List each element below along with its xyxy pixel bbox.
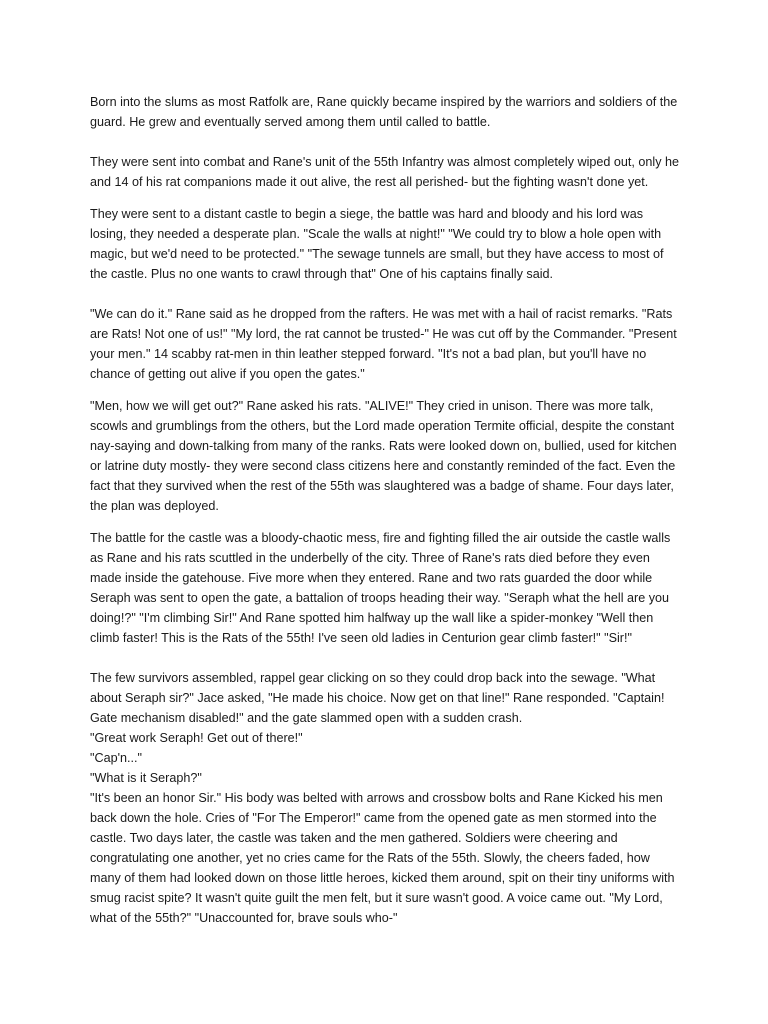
- document-page: [90, 92, 680, 928]
- paragraph-operation-termite: "Men, how we will get out?" Rane asked his rats. "ALIVE!" They cried in unison. There was more talk, scowls and grumblings from the others, but the Lord made operation Termite official, despite the constant nay-saying and down-talking from many of the ranks. Rats were looked down on, bullied, used for kitchen or latrine duty mostly- they were second class citizens here and constantly reminded of the fact. Even the fact that they survived when the rest of the 55th was slaughtered was a badge of shame. Four days later, the plan was deployed.: [90, 399, 677, 513]
- paragraph-aftermath: "It's been an honor Sir." His body was belted with arrows and crossbow bolts and Rane Kicked his men back down the hole. Cries of "For The Emperor!" came from the opened gate as men stormed into the castle. Two days later, the castle was taken and the men gathered. Soldiers were cheering and congratulating one another, yet no cries came for the Rats of the 55th. Slowly, the cheers faded, how many of them had looked down on those little heroes, kicked them around, spit on their tiny uniforms with smug racist spite? It wasn't quite guilt the men felt, but it sure wasn't good. A voice came out. "My Lord, what of the 55th?" "Unaccounted for, brave souls who-": [90, 791, 675, 925]
- paragraph-siege: They were sent to a distant castle to begin a siege, the battle was hard and bloody and his lord was losing, they needed a desperate plan. "Scale the walls at night!" "We could try to blow a hole open with magic, but we'd need to be protected." "The sewage tunnels are small, but they have access to most of the castle. Plus no one wants to crawl through that" One of his captains finally said.: [90, 207, 664, 281]
- dialogue-line-capn: "Cap'n...": [90, 751, 142, 765]
- dialogue-line-great-work: "Great work Seraph! Get out of there!": [90, 731, 303, 745]
- dialogue-line-what-is-it: "What is it Seraph?": [90, 771, 202, 785]
- paragraph-battle: The battle for the castle was a bloody-chaotic mess, fire and fighting filled the air outside the castle walls as Rane and his rats scuttled in the underbelly of the city. Three of Rane's rats died before they even made inside the gatehouse. Five more when they entered. Rane and two rats guarded the door while Seraph was sent to open the gate, a battalion of troops heading their way. "Seraph what the hell are you doing!?" "I'm climbing Sir!" And Rane spotted him halfway up the wall like a spider-monkey "Well then climb faster! This is the Rats of the 55th! I've seen old ladies in Centurion gear climb faster!" "Sir!": [90, 531, 671, 645]
- paragraph-volunteer: "We can do it." Rane said as he dropped from the rafters. He was met with a hail of racist remarks. "Rats are Rats! Not one of us!" "My lord, the rat cannot be trusted-" He was cut off by the Commander. "Present your men." 14 scabby rat-men in thin leather stepped forward. "It's not a bad plan, but you'll have no chance of getting out alive if you open the gates.": [90, 307, 677, 381]
- paragraph-combat: They were sent into combat and Rane's unit of the 55th Infantry was almost completely wiped out, only he and 14 of his rat companions made it out alive, the rest all perished- but the fighting wasn't done yet.: [90, 155, 680, 189]
- paragraph-survivors: The few survivors assembled, rappel gear clicking on so they could drop back into the sewage. "What about Seraph sir?" Jace asked, "He made his choice. Now get on that line!" Rane responded. "Captain! Gate mechanism disabled!" and the gate slammed open with a sudden crash.: [90, 671, 665, 725]
- paragraph-origin: Born into the slums as most Ratfolk are, Rane quickly became inspired by the warriors and soldiers of the guard. He grew and eventually served among them until called to battle.: [90, 95, 678, 129]
